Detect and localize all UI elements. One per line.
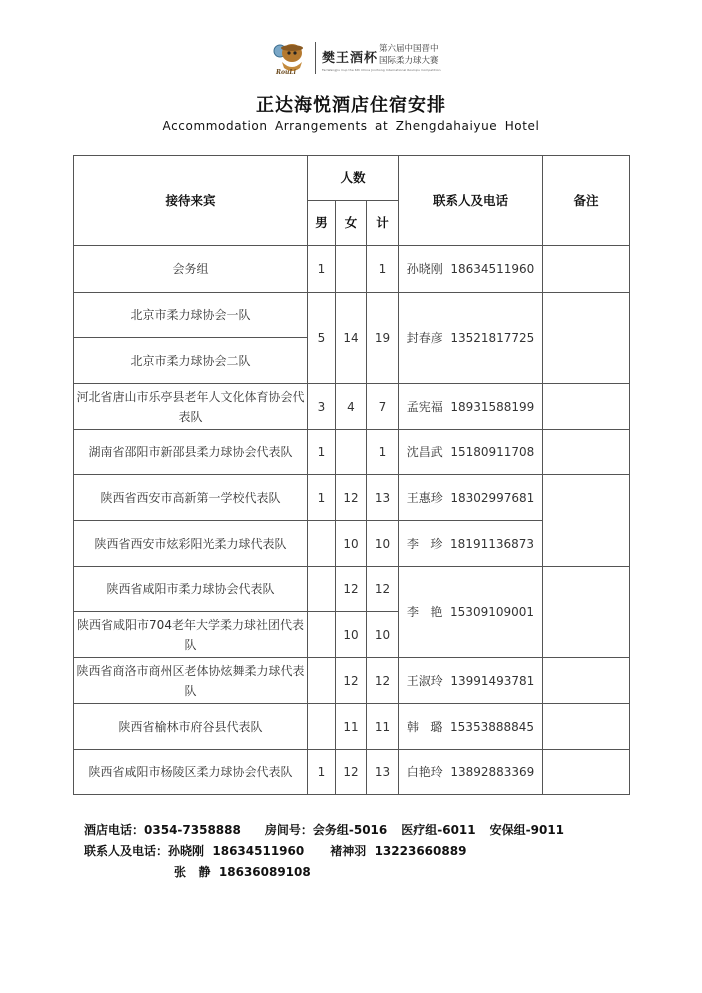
logo-event-line2: 国际柔力球大赛: [379, 56, 439, 66]
guest-cell: 陕西省西安市高新第一学校代表队: [74, 475, 308, 521]
logo-subtitle: FanWangJiu Cup the 6th China Jinzhong International Rouliqiu Competition: [322, 68, 441, 72]
remarks-cell: [543, 658, 630, 704]
footer-contact-3: 张 静 18636089108: [174, 865, 311, 879]
female-cell: 10: [336, 521, 367, 567]
header-total: 计: [367, 201, 399, 246]
female-cell: 12: [336, 475, 367, 521]
male-cell: [308, 612, 336, 658]
male-cell: 1: [308, 475, 336, 521]
remarks-cell: [543, 475, 630, 567]
room-medical: 医疗组-6011: [401, 823, 476, 837]
table-row: [74, 567, 630, 612]
guest-cell: 北京市柔力球协会二队: [74, 338, 308, 384]
total-cell: 7: [367, 384, 399, 430]
header-contact: 联系人及电话: [399, 156, 543, 246]
guest-cell: 河北省唐山市乐亭县老年人文化体育协会代表队: [74, 384, 308, 430]
accommodation-table: [73, 155, 630, 795]
guest-cell: 会务组: [74, 246, 308, 293]
guest-cell: 陕西省西安市炫彩阳光柔力球代表队: [74, 521, 308, 567]
female-cell: [336, 246, 367, 293]
female-cell: 12: [336, 567, 367, 612]
contact-cell: 孟宪福 18931588199: [399, 384, 543, 430]
room-label: 房间号：: [264, 823, 313, 837]
contact-cell: 王淑玲 13991493781: [399, 658, 543, 704]
header-female: 女: [336, 201, 367, 246]
remarks-cell: [543, 704, 630, 750]
male-cell: 5: [308, 293, 336, 384]
female-cell: 10: [336, 612, 367, 658]
total-cell: 19: [367, 293, 399, 384]
header-row: [74, 156, 630, 201]
header-remarks: 备注: [543, 156, 630, 246]
female-cell: 12: [336, 750, 367, 795]
guest-cell: 陕西省咸阳市柔力球协会代表队: [74, 567, 308, 612]
footer-contact-1: 孙晓刚 18634511960: [168, 844, 305, 858]
hotel-phone: 0354-7358888: [144, 823, 241, 837]
female-cell: 11: [336, 704, 367, 750]
room-meeting: 会务组-5016: [312, 823, 388, 837]
remarks-cell: [543, 750, 630, 795]
contacts-label: 联系人及电话：: [84, 844, 169, 858]
guest-cell: 陕西省商洛市商州区老体协炫舞柔力球代表队: [74, 658, 308, 704]
table-row: [74, 658, 630, 704]
total-cell: 12: [367, 567, 399, 612]
remarks-cell: [543, 567, 630, 658]
remarks-cell: [543, 430, 630, 475]
male-cell: 3: [308, 384, 336, 430]
contact-cell: 李 珍 18191136873: [399, 521, 543, 567]
header-male: 男: [308, 201, 336, 246]
total-cell: 12: [367, 658, 399, 704]
total-cell: 1: [367, 430, 399, 475]
footer-row-contacts: [84, 841, 564, 862]
event-logo: [270, 38, 470, 78]
male-cell: [308, 658, 336, 704]
guest-cell: 陕西省榆林市府谷县代表队: [74, 704, 308, 750]
male-cell: 1: [308, 750, 336, 795]
header-guest: 接待来宾: [74, 156, 308, 246]
total-cell: 10: [367, 612, 399, 658]
male-cell: 1: [308, 430, 336, 475]
room-security: 安保组-9011: [489, 823, 565, 837]
table-row: [74, 430, 630, 475]
footer-row-hotel: [84, 820, 564, 841]
guest-cell: 北京市柔力球协会一队: [74, 293, 308, 338]
total-cell: 13: [367, 750, 399, 795]
page-subtitle: Accommodation Arrangements at Zhengdahaiyue Hotel: [162, 119, 540, 133]
table-row: [74, 704, 630, 750]
contact-cell: 孙晓刚 18634511960: [399, 246, 543, 293]
contact-cell: 白艳玲 13892883369: [399, 750, 543, 795]
svg-text:RouLi: RouLi: [276, 69, 296, 76]
logo-divider: [315, 42, 316, 74]
total-cell: 10: [367, 521, 399, 567]
remarks-cell: [543, 384, 630, 430]
guest-cell: 陕西省咸阳市704老年大学柔力球社团代表队: [74, 612, 308, 658]
contact-cell: 王惠珍 18302997681: [399, 475, 543, 521]
table-row: [74, 246, 630, 293]
contact-cell: 韩 璐 15353888845: [399, 704, 543, 750]
guest-cell: 湖南省邵阳市新邵县柔力球协会代表队: [74, 430, 308, 475]
footer-contact-2: 褚神羽 13223660889: [330, 844, 467, 858]
guest-cell: 陕西省咸阳市杨陵区柔力球协会代表队: [74, 750, 308, 795]
female-cell: 14: [336, 293, 367, 384]
mascot-logo-icon: [270, 38, 310, 76]
female-cell: [336, 430, 367, 475]
male-cell: [308, 521, 336, 567]
hotel-phone-label: 酒店电话：: [84, 823, 145, 837]
contact-cell: 封春彦 13521817725: [399, 293, 543, 384]
male-cell: [308, 704, 336, 750]
logo-brand: 樊王酒杯: [322, 51, 379, 66]
table-row: [74, 750, 630, 795]
footer-info: [84, 820, 564, 883]
footer-row-contacts-2: [84, 862, 564, 883]
table-row: [74, 475, 630, 521]
table-row: [74, 384, 630, 430]
logo-event-line1: 第六届中国晋中: [379, 44, 439, 54]
header-count: 人数: [308, 156, 399, 201]
total-cell: 13: [367, 475, 399, 521]
page-title: 正达海悦酒店住宿安排: [256, 95, 446, 116]
female-cell: 12: [336, 658, 367, 704]
remarks-cell: [543, 293, 630, 384]
male-cell: [308, 567, 336, 612]
total-cell: 1: [367, 246, 399, 293]
male-cell: 1: [308, 246, 336, 293]
remarks-cell: [543, 246, 630, 293]
table-row: [74, 293, 630, 338]
contact-cell: 李 艳 15309109001: [399, 567, 543, 658]
contact-cell: 沈昌武 15180911708: [399, 430, 543, 475]
female-cell: 4: [336, 384, 367, 430]
total-cell: 11: [367, 704, 399, 750]
